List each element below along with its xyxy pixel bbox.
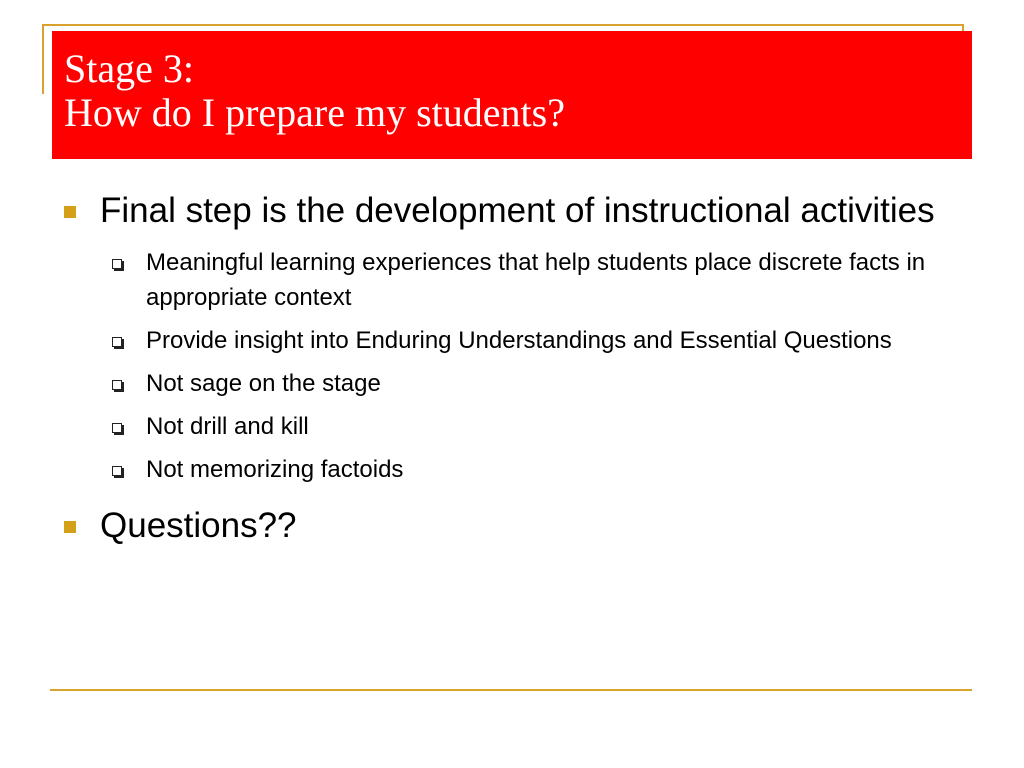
square-bullet-icon	[64, 206, 76, 218]
sub-bullet-item	[108, 366, 962, 401]
sub-bullet-text: Not memorizing factoids	[146, 456, 404, 483]
sub-bullet-text: Not sage on the stage	[146, 370, 381, 397]
sub-bullet-text: Provide insight into Enduring Understandings and Essential Questions	[146, 327, 892, 354]
bullet-text: Final step is the development of instructional activities	[100, 191, 935, 230]
slide-title-line-2: How do I prepare my students?	[64, 90, 565, 135]
hollow-square-bullet-icon	[112, 466, 122, 476]
bullet-text: Questions??	[100, 506, 297, 545]
bullet-item	[62, 505, 962, 546]
sub-bullet-item	[108, 245, 962, 315]
sub-bullet-item	[108, 409, 962, 444]
slide-title-line-1: Stage 3:	[64, 46, 194, 91]
frame-left-line	[42, 24, 44, 94]
slide-body	[62, 190, 962, 558]
frame-top-line	[42, 24, 964, 26]
bullet-item	[62, 190, 962, 231]
hollow-square-bullet-icon	[112, 259, 122, 269]
sub-bullet-text: Not drill and kill	[146, 413, 309, 440]
footer-divider-line	[50, 689, 972, 691]
sub-bullet-item	[108, 323, 962, 358]
title-banner	[52, 31, 972, 159]
sub-bullet-item	[108, 452, 962, 487]
square-bullet-icon	[64, 521, 76, 533]
hollow-square-bullet-icon	[112, 380, 122, 390]
hollow-square-bullet-icon	[112, 337, 122, 347]
sub-bullet-list	[108, 245, 962, 487]
sub-bullet-text: Meaningful learning experiences that help students place discrete facts in appropriate context	[146, 249, 926, 311]
hollow-square-bullet-icon	[112, 423, 122, 433]
